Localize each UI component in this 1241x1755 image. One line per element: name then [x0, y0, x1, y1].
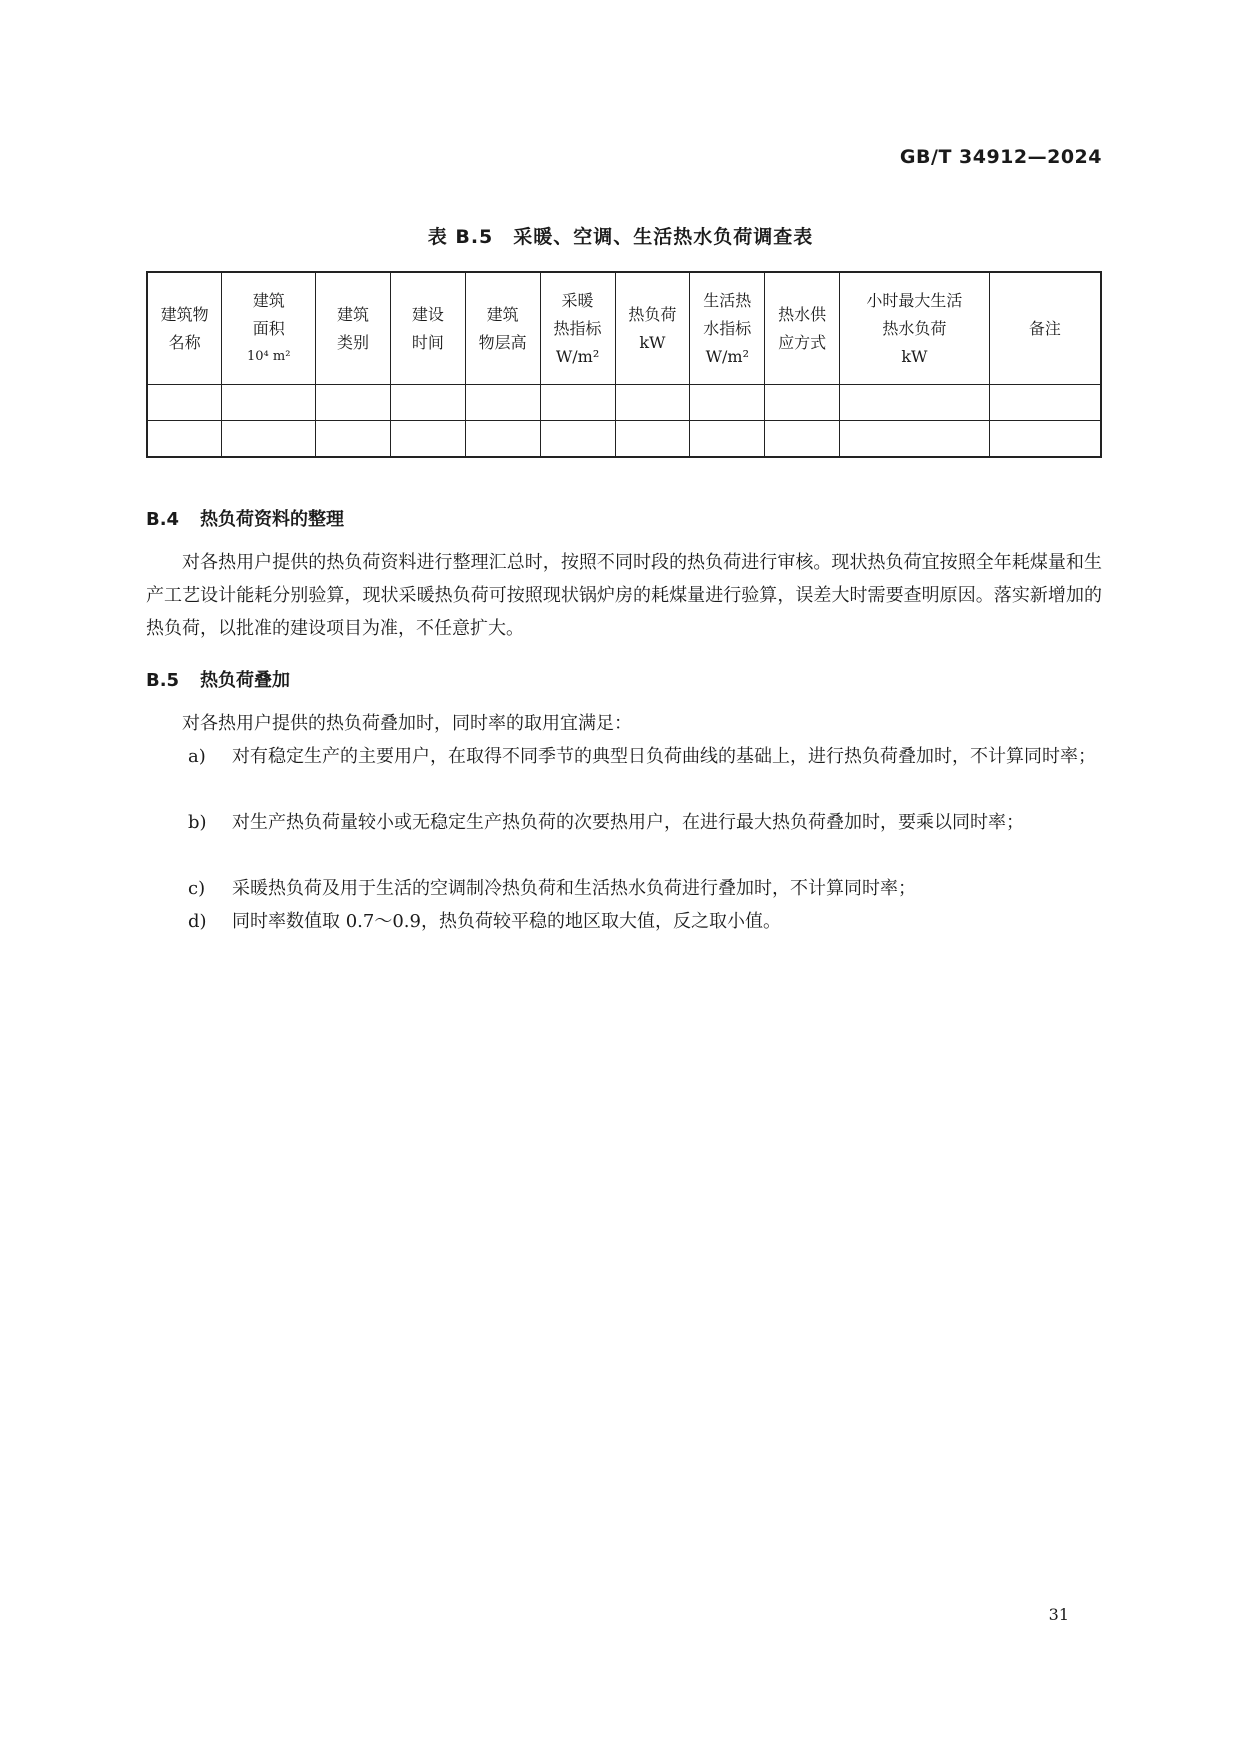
table-cell [690, 385, 765, 421]
table-cell [465, 421, 540, 458]
table-row [147, 385, 1101, 421]
table-cell [465, 385, 540, 421]
col-construction-time: 建设 时间 [390, 272, 465, 385]
table-cell [540, 385, 615, 421]
table-cell [222, 421, 316, 458]
section-b5-intro: 对各热用户提供的热负荷叠加时，同时率的取用宜满足： [182, 713, 632, 734]
col-hot-water-supply: 热水供 应方式 [765, 272, 840, 385]
table-cell [540, 421, 615, 458]
list-item-label: b) [188, 812, 207, 833]
survey-table [146, 271, 1102, 458]
table-cell [147, 421, 222, 458]
section-title: 热负荷资料的整理 [200, 509, 344, 530]
section-number: B.5 [146, 670, 180, 691]
table-cell [222, 385, 316, 421]
col-heating-index: 采暖 热指标 W/m² [540, 272, 615, 385]
table-cell [840, 385, 990, 421]
section-b4-paragraph: 对各热用户提供的热负荷资料进行整理汇总时，按照不同时段的热负荷进行审核。现状热负荷宜按照全年耗煤量和生产工艺设计能耗分别验算，现状采暖热负荷可按照现状锅炉房的耗煤量进行验算，误差大时需要查明原因。落实新增加的热负荷，以批准的建设项目为准，不任意扩大。 [146, 552, 1102, 639]
list-item-label: d) [188, 911, 207, 932]
table-cell [390, 421, 465, 458]
page-number: 31 [1048, 1605, 1069, 1624]
table-cell [615, 385, 690, 421]
table-row [147, 421, 1101, 458]
list-item-text: 对生产热负荷量较小或无稳定生产热负荷的次要热用户，在进行最大热负荷叠加时，要乘以同时率； [232, 812, 1024, 833]
col-max-hourly-hot-water-load: 小时最大生活 热水负荷 kW [840, 272, 990, 385]
list-item-text: 同时率数值取 0.7～0.9，热负荷较平稳的地区取大值，反之取小值。 [232, 911, 781, 932]
col-heat-load: 热负荷 kW [615, 272, 690, 385]
table-cell [147, 385, 222, 421]
list-item-text: 采暖热负荷及用于生活的空调制冷热负荷和生活热水负荷进行叠加时，不计算同时率； [232, 878, 916, 899]
table-cell [390, 385, 465, 421]
table-cell [765, 421, 840, 458]
section-number: B.4 [146, 509, 180, 530]
table-title: 表 B.5 采暖、空调、生活热水负荷调查表 [427, 226, 814, 248]
list-item [188, 806, 1102, 839]
list-item-label: c) [188, 878, 206, 899]
list-item [188, 872, 1102, 905]
list-item-text: 对有稳定生产的主要用户，在取得不同季节的典型日负荷曲线的基础上，进行热负荷叠加时，不计算同时率； [232, 746, 1096, 767]
table-cell [316, 421, 391, 458]
standard-code: GB/T 34912—2024 [899, 146, 1102, 168]
col-hot-water-index: 生活热 水指标 W/m² [690, 272, 765, 385]
section-b5-heading [146, 666, 290, 692]
col-building-type: 建筑 类别 [316, 272, 391, 385]
section-b4-heading [146, 505, 344, 531]
table-header-row [147, 272, 1101, 385]
list-item [188, 905, 1102, 938]
col-floor-height: 建筑 物层高 [465, 272, 540, 385]
section-title: 热负荷叠加 [200, 670, 290, 691]
table-cell [840, 421, 990, 458]
col-building-name: 建筑物 名称 [147, 272, 222, 385]
list-item [188, 740, 1102, 773]
list-item-label: a) [188, 746, 206, 767]
col-remarks: 备注 [989, 272, 1101, 385]
col-building-area: 建筑 面积 10⁴ m² [222, 272, 316, 385]
table-cell [989, 385, 1101, 421]
table-cell [615, 421, 690, 458]
table-cell [989, 421, 1101, 458]
table-cell [765, 385, 840, 421]
table-cell [690, 421, 765, 458]
table-cell [316, 385, 391, 421]
